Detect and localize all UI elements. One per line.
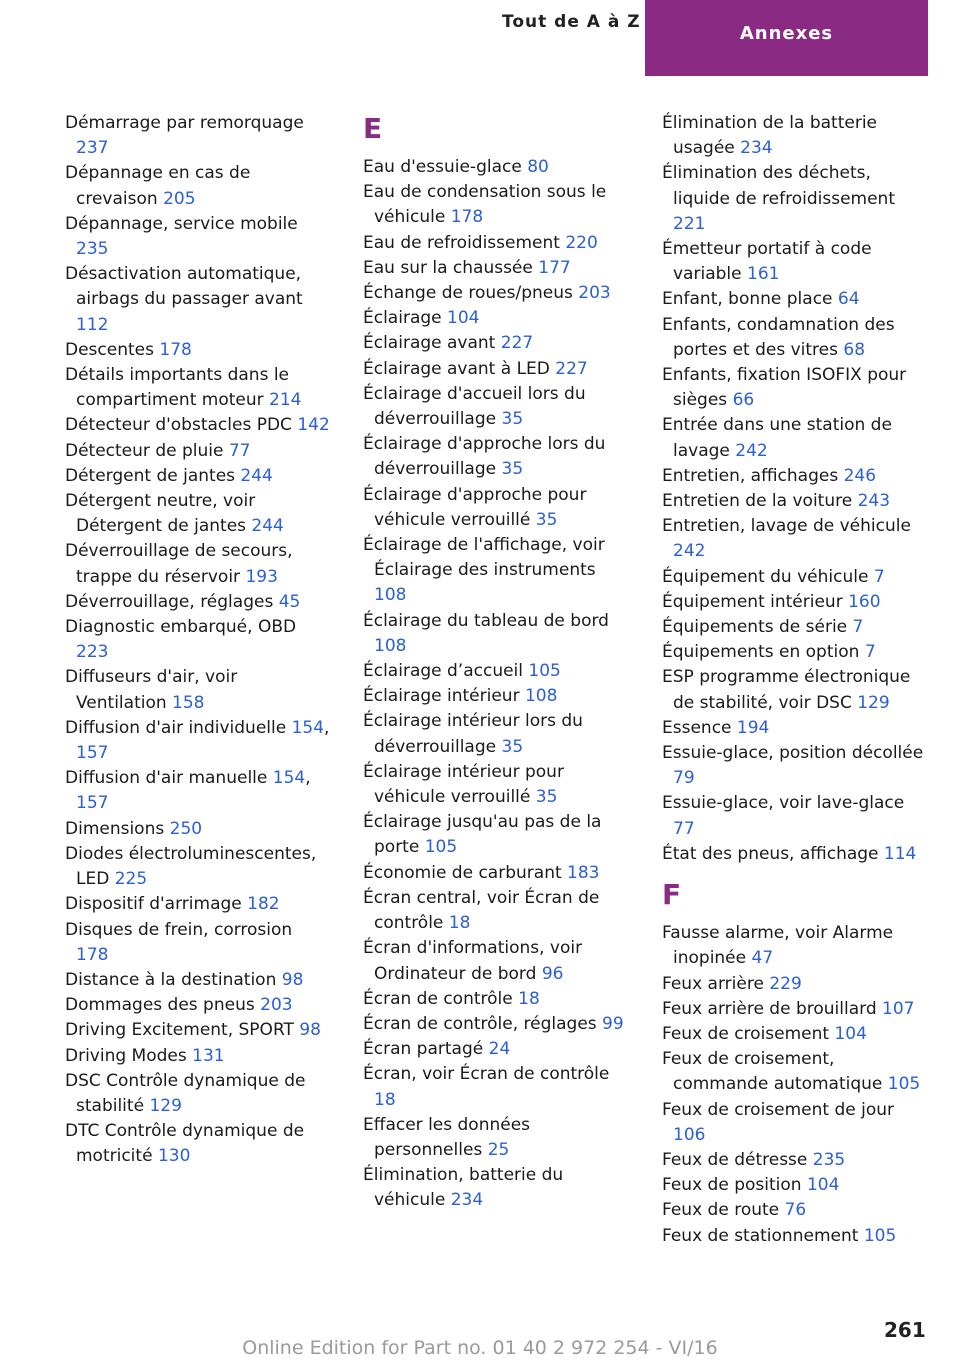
index-entry xyxy=(363,659,628,684)
page-reference-link[interactable]: 45 xyxy=(278,591,301,612)
index-entry-text: Dépannage, service mobile xyxy=(65,213,298,234)
index-entry xyxy=(363,483,628,533)
index-entry-text: Effacer les données personnelles xyxy=(363,1114,531,1160)
index-entry-text: Eau d'essuie-glace xyxy=(363,157,522,177)
index-entry xyxy=(65,464,330,489)
page-reference-link[interactable]: 105 xyxy=(887,1074,921,1095)
index-entry xyxy=(662,514,927,564)
index-entry xyxy=(363,155,628,180)
index-entry-text: Détails importants dans le compartiment moteur xyxy=(65,365,290,411)
index-entry-text: Driving Modes xyxy=(65,1045,187,1066)
page-reference-link[interactable]: 79 xyxy=(673,768,695,789)
index-entry xyxy=(363,1037,628,1062)
index-entry-text: Essence xyxy=(662,717,732,738)
index-entry-text: Éclairage intérieur lors du déverrouillage xyxy=(363,711,583,757)
index-entry: Diffusion d'air individuelle 154, 157 xyxy=(65,717,330,764)
index-entry-text: Détergent neutre, voir Détergent de jantes xyxy=(65,491,256,537)
page-reference-link[interactable]: 194 xyxy=(736,717,770,738)
index-entry xyxy=(65,262,330,338)
index-entry xyxy=(662,741,927,791)
index-entry xyxy=(363,256,628,281)
page-reference-link[interactable]: 250 xyxy=(169,818,203,839)
page-reference-link[interactable]: 105 xyxy=(424,837,458,858)
index-entry-text: Élimination de la batterie usagée xyxy=(662,113,877,159)
index-entry xyxy=(662,565,927,590)
index-entry xyxy=(65,1018,330,1043)
page-reference-link[interactable]: 98 xyxy=(281,969,304,990)
page-reference-link[interactable]: 183 xyxy=(567,862,600,883)
index-entry xyxy=(662,842,927,867)
index-entry-text: Détecteur d'obstacles PDC xyxy=(65,415,292,436)
index-entry xyxy=(662,590,927,615)
index-entry-text: Feux de stationnement xyxy=(662,1225,859,1246)
page-reference-link[interactable]: 158 xyxy=(172,692,205,713)
index-entry xyxy=(662,413,927,463)
index-entry xyxy=(65,968,330,993)
index-entry-text: Entretien de la voiture xyxy=(662,491,853,512)
page-number: 261 xyxy=(884,1318,926,1342)
index-entry-text: Distance à la destination xyxy=(65,969,277,990)
index-entry xyxy=(662,1098,927,1148)
index-entry xyxy=(363,861,628,886)
page-reference-link[interactable]: 77 xyxy=(228,440,251,461)
page-reference-link[interactable]: 99 xyxy=(602,1013,624,1034)
index-entry-text: Entretien, lavage de véhicule xyxy=(662,516,911,537)
index-entry xyxy=(662,313,927,363)
index-entry xyxy=(65,212,330,262)
index-entry-text: Écran de contrôle xyxy=(363,988,513,1009)
page-reference-link[interactable]: 18 xyxy=(518,988,540,1009)
index-entry-text: Éclairage de l'affichage, voir Éclairage des instruments xyxy=(363,535,605,581)
index-entry xyxy=(363,709,628,759)
index-entry-text: Eau sur la chaussée xyxy=(363,257,533,278)
page-reference-link[interactable]: 220 xyxy=(565,232,598,253)
page-reference-link[interactable]: 235 xyxy=(812,1149,846,1170)
index-entry-text: Essuie-glace, position décollée xyxy=(662,743,924,764)
index-entry: Diffusion d'air manuelle 154, 157 xyxy=(65,768,311,814)
index-entry-text: Émetteur portatif à code variable xyxy=(662,239,872,285)
page-reference-link[interactable]: 108 xyxy=(524,686,558,707)
page-reference-link[interactable]: 246 xyxy=(843,465,877,486)
index-entry-text: Économie de carburant xyxy=(363,862,562,883)
page-reference-link[interactable]: 77 xyxy=(673,818,695,839)
page-reference-link[interactable]: 24 xyxy=(488,1039,511,1060)
page-reference-link[interactable]: 106 xyxy=(673,1124,706,1145)
page-reference-link[interactable]: 35 xyxy=(501,736,524,757)
index-entry-text: Enfant, bonne place xyxy=(662,289,833,310)
index-entry xyxy=(662,287,927,312)
index-entry xyxy=(662,997,927,1022)
index-entry-text: Éclairage intérieur xyxy=(363,686,520,707)
page-reference-link[interactable]: 244 xyxy=(251,516,284,537)
index-entry xyxy=(363,432,628,482)
index-entry-text: Écran de contrôle, réglages xyxy=(363,1013,597,1034)
page-reference-link[interactable]: 227 xyxy=(500,333,534,354)
index-entry-text: Dimensions xyxy=(65,818,165,839)
index-entry-text: Feux de position xyxy=(662,1175,802,1196)
index-entry xyxy=(363,936,628,986)
index-entry-text: Échange de roues/pneus xyxy=(363,283,573,304)
page-reference-link[interactable]: 154 xyxy=(291,717,325,738)
index-entry-text: DSC Contrôle dynamique de stabilité xyxy=(65,1070,306,1116)
index-entry-text: Enfants, condamnation des portes et des vitres xyxy=(662,314,895,360)
index-entry-text: Démarrage par remorquage xyxy=(65,113,304,133)
page-reference-link[interactable]: 177 xyxy=(538,257,571,278)
page-reference-link[interactable]: 160 xyxy=(848,591,881,612)
page-reference-link[interactable]: 182 xyxy=(247,894,280,915)
index-entry-text: Diffusion d'air manuelle xyxy=(65,768,268,789)
index-entry xyxy=(662,665,927,715)
index-entry xyxy=(65,413,330,438)
index-entry-text: État des pneus, affichage xyxy=(662,843,879,864)
index-entry xyxy=(65,111,330,161)
page-reference-link[interactable]: 234 xyxy=(740,138,773,159)
index-entry xyxy=(65,439,330,464)
page-reference-link[interactable]: 35 xyxy=(501,409,524,430)
index-entry xyxy=(662,237,927,287)
page-reference-link[interactable]: 108 xyxy=(374,635,407,656)
page-reference-link[interactable]: 7 xyxy=(873,566,885,587)
page-reference-link[interactable]: 98 xyxy=(299,1020,321,1041)
page-reference-link[interactable]: 7 xyxy=(864,642,876,663)
index-entry xyxy=(662,972,927,997)
index-entry xyxy=(65,161,330,211)
index-entry-text: Équipements en option xyxy=(662,642,860,663)
page-reference-link[interactable]: 161 xyxy=(747,264,780,285)
index-entry-text: Équipement intérieur xyxy=(662,591,843,612)
index-entry xyxy=(662,489,927,514)
index-entry xyxy=(363,987,628,1012)
page-reference-link[interactable]: 96 xyxy=(541,963,564,984)
page-reference-link[interactable]: 234 xyxy=(450,1190,484,1211)
index-entry-text: Diodes électroluminescentes, LED xyxy=(65,843,317,890)
page-reference-link[interactable]: 64 xyxy=(837,289,860,310)
index-entry-text: Éclairage xyxy=(363,308,442,329)
page-reference-link[interactable]: 203 xyxy=(260,995,293,1016)
page-reference-link[interactable]: 68 xyxy=(843,339,866,360)
index-entry-text: Fausse alarme, voir Alarme inopinée xyxy=(662,923,894,969)
page-reference-link[interactable]: 223 xyxy=(76,642,109,663)
index-entry xyxy=(662,1148,927,1173)
index-entry-text: Détecteur de pluie xyxy=(65,440,224,461)
page-reference-link[interactable]: 35 xyxy=(535,509,558,530)
index-entry-text: Feux de croisement xyxy=(662,1023,830,1044)
page-reference-link[interactable]: 7 xyxy=(852,617,864,638)
page-reference-link[interactable]: 66 xyxy=(732,390,755,411)
page-reference-link[interactable]: 227 xyxy=(555,358,588,379)
page-reference-link[interactable]: 112 xyxy=(76,314,109,335)
page-reference-link[interactable]: 203 xyxy=(578,283,611,304)
index-entry-text: Essuie-glace, voir lave-glace xyxy=(662,793,905,814)
section-title: Tout de A à Z xyxy=(502,12,641,32)
index-column-2 xyxy=(363,111,628,1214)
index-entry xyxy=(363,231,628,256)
page-reference-link[interactable]: 80 xyxy=(527,157,549,177)
index-entry-text: Éclairage du tableau de bord xyxy=(363,610,609,631)
index-entry xyxy=(662,363,927,413)
index-entry xyxy=(662,615,927,640)
index-entry xyxy=(65,665,330,715)
index-entry-text: Diffusion d'air individuelle xyxy=(65,717,287,738)
index-entry xyxy=(65,892,330,917)
index-letter-heading: F xyxy=(662,878,682,912)
page-reference-link[interactable]: 221 xyxy=(673,213,706,234)
page-reference-link[interactable]: 35 xyxy=(535,787,558,808)
index-entry xyxy=(363,1113,628,1163)
index-entry-text: Descentes xyxy=(65,339,154,360)
index-entry xyxy=(363,533,628,609)
page-reference-link[interactable]: 235 xyxy=(76,239,109,260)
page-reference-link[interactable]: 178 xyxy=(450,207,484,228)
index-entry-text: Feux arrière de brouillard xyxy=(662,998,877,1019)
page-reference-link[interactable]: 114 xyxy=(883,843,917,864)
index-entry xyxy=(662,921,927,971)
index-entry-text: Éclairage d'accueil lors du déverrouillage xyxy=(363,383,586,430)
page-reference-link[interactable]: 105 xyxy=(863,1225,897,1246)
index-entry-text: Feux de croisement de jour xyxy=(662,1099,895,1120)
index-entry-text: Diffuseurs d'air, voir Ventilation xyxy=(65,667,238,713)
index-entry-text: Écran central, voir Écran de contrôle xyxy=(363,887,600,934)
index-entry xyxy=(662,1047,927,1097)
page-reference-link[interactable]: 35 xyxy=(501,459,524,480)
index-entry-text: Éclairage intérieur pour véhicule verrouillé xyxy=(363,761,564,808)
page-reference-link[interactable]: 108 xyxy=(374,585,407,606)
index-entry xyxy=(65,615,330,665)
index-entry-text: Écran partagé xyxy=(363,1039,484,1060)
index-entry xyxy=(662,464,927,489)
index-entry xyxy=(65,539,330,589)
index-entry-text: Éclairage d'approche pour véhicule verrouillé xyxy=(363,484,587,530)
page-reference-link[interactable]: 237 xyxy=(76,138,109,159)
page-reference-link[interactable]: 178 xyxy=(76,944,109,965)
page-reference-link[interactable]: 193 xyxy=(245,566,278,587)
index-entry-text: Feux de croisement, commande automatique xyxy=(662,1049,883,1095)
page-reference-link[interactable]: 104 xyxy=(834,1023,867,1044)
index-entry-text: Éclairage avant xyxy=(363,333,496,354)
index-entry-text: Enfants, fixation ISOFIX pour sièges xyxy=(662,365,907,411)
index-entry-text: Entrée dans une station de lavage xyxy=(662,415,892,461)
index-entry-text: Eau de condensation sous le véhicule xyxy=(363,182,607,228)
index-entry xyxy=(65,363,330,413)
index-entry xyxy=(65,489,330,539)
index-entry xyxy=(662,791,927,841)
index-entry xyxy=(363,281,628,306)
index-entry-text: Feux de détresse xyxy=(662,1149,808,1170)
index-entry xyxy=(363,810,628,860)
page-reference-link[interactable]: 104 xyxy=(447,308,480,329)
index-entry-text: Désactivation automatique, airbags du passager avant xyxy=(65,264,303,310)
index-entry-text: Dépannage en cas de crevaison xyxy=(65,163,251,209)
index-entry-text: Équipements de série xyxy=(662,617,848,638)
index-entry-text: Dispositif d'arrimage xyxy=(65,894,242,915)
index-entry-text: Détergent de jantes xyxy=(65,465,236,486)
index-column-3 xyxy=(662,111,927,1249)
page-reference-link[interactable]: 47 xyxy=(751,948,774,969)
index-entry xyxy=(662,716,927,741)
page-reference-link[interactable]: 178 xyxy=(159,339,192,360)
page-reference-link[interactable]: 131 xyxy=(192,1045,225,1066)
index-entry xyxy=(662,1224,927,1249)
index-entry-text: Éclairage avant à LED xyxy=(363,358,550,379)
page-reference-link[interactable]: 130 xyxy=(157,1146,191,1167)
index-entry xyxy=(363,1062,628,1112)
index-entry xyxy=(363,331,628,356)
index-entry-text: Eau de refroidissement xyxy=(363,232,560,253)
index-entry xyxy=(65,1069,330,1119)
index-column-1 xyxy=(65,111,330,1170)
index-entry xyxy=(662,1022,927,1047)
index-entry xyxy=(363,1163,628,1213)
page-reference-link[interactable]: 243 xyxy=(857,491,891,512)
index-entry xyxy=(363,1012,628,1037)
index-entry xyxy=(662,111,927,161)
index-entry-text: DTC Contrôle dynamique de motricité xyxy=(65,1121,305,1167)
index-entry-text: Élimination des déchets, liquide de refroidissement xyxy=(662,163,895,209)
page-reference-link[interactable]: 157 xyxy=(76,743,109,764)
index-entry-text: ESP programme électronique de stabilité, voir DSC xyxy=(662,667,911,713)
index-letter-heading: E xyxy=(363,112,383,145)
index-entry-text: Feux de route xyxy=(662,1200,780,1221)
page-reference-link[interactable]: 244 xyxy=(240,465,273,486)
page-reference-link[interactable]: 25 xyxy=(487,1139,510,1160)
index-entry-text: Driving Excitement, SPORT xyxy=(65,1020,294,1041)
page-reference-link[interactable]: 129 xyxy=(857,692,890,713)
page-reference-link[interactable]: 157 xyxy=(76,793,109,814)
index-entry-text: Déverrouillage de secours, trappe du réservoir xyxy=(65,541,293,587)
index-entry xyxy=(363,357,628,382)
page-reference-link[interactable]: 18 xyxy=(448,913,471,934)
index-entry xyxy=(65,993,330,1018)
index-entry-text: Éclairage d’accueil xyxy=(363,661,523,682)
index-entry-text: Éclairage d'approche lors du déverrouillage xyxy=(363,434,606,480)
index-entry xyxy=(65,338,330,363)
page-reference-link[interactable]: 18 xyxy=(374,1089,396,1110)
index-entry-text: Écran d'informations, voir Ordinateur de bord xyxy=(363,938,583,984)
page-reference-link[interactable]: 205 xyxy=(163,188,196,209)
index-entry-text: Écran, voir Écran de contrôle xyxy=(363,1064,610,1085)
index-entry xyxy=(662,1173,927,1198)
index-entry xyxy=(363,684,628,709)
page-reference-link[interactable]: 129 xyxy=(149,1095,182,1116)
page-reference-link[interactable]: 229 xyxy=(769,973,802,994)
page-reference-link[interactable]: 242 xyxy=(673,541,706,562)
index-entry-text: Dommages des pneus xyxy=(65,995,255,1016)
chapter-tab: Annexes xyxy=(645,0,928,76)
index-entry-text: Disques de frein, corrosion xyxy=(65,919,293,940)
index-entry xyxy=(662,161,927,237)
index-entry-text: Éclairage jusqu'au pas de la porte xyxy=(363,812,602,858)
index-entry xyxy=(65,1119,330,1169)
index-entry xyxy=(662,1198,927,1223)
index-entry-text: Équipement du véhicule xyxy=(662,566,869,587)
index-entry xyxy=(363,180,628,230)
footer-edition: Online Edition for Part no. 01 40 2 972 254 - VI/16 xyxy=(242,1337,718,1359)
page-reference-link[interactable]: 214 xyxy=(269,390,302,411)
index-entry-text: Feux arrière xyxy=(662,973,764,994)
page-reference-link[interactable]: 225 xyxy=(114,869,148,890)
page-reference-link[interactable]: 104 xyxy=(806,1175,840,1196)
page-reference-link[interactable]: 76 xyxy=(784,1200,807,1221)
page-reference-link[interactable]: 105 xyxy=(528,661,561,682)
index-entry xyxy=(363,306,628,331)
index-entry-text: Entretien, affichages xyxy=(662,465,839,486)
index-entry xyxy=(65,918,330,968)
index-entry xyxy=(363,760,628,810)
index-entry xyxy=(65,590,330,615)
index-entry-text: Diagnostic embarqué, OBD xyxy=(65,617,297,638)
index-entry-text: Élimination, batterie du véhicule xyxy=(363,1165,564,1211)
page-reference-link[interactable]: 154 xyxy=(272,768,306,789)
index-entry xyxy=(662,640,927,665)
index-entry xyxy=(65,817,330,842)
index-entry xyxy=(363,886,628,936)
index-entry-text: Déverrouillage, réglages xyxy=(65,591,274,612)
page-reference-link[interactable]: 142 xyxy=(297,415,330,436)
page-reference-link[interactable]: 242 xyxy=(735,440,768,461)
index-entry xyxy=(65,842,330,892)
index-entry xyxy=(65,1044,330,1069)
index-entry xyxy=(363,382,628,432)
page-reference-link[interactable]: 107 xyxy=(882,998,915,1019)
index-entry xyxy=(363,609,628,659)
